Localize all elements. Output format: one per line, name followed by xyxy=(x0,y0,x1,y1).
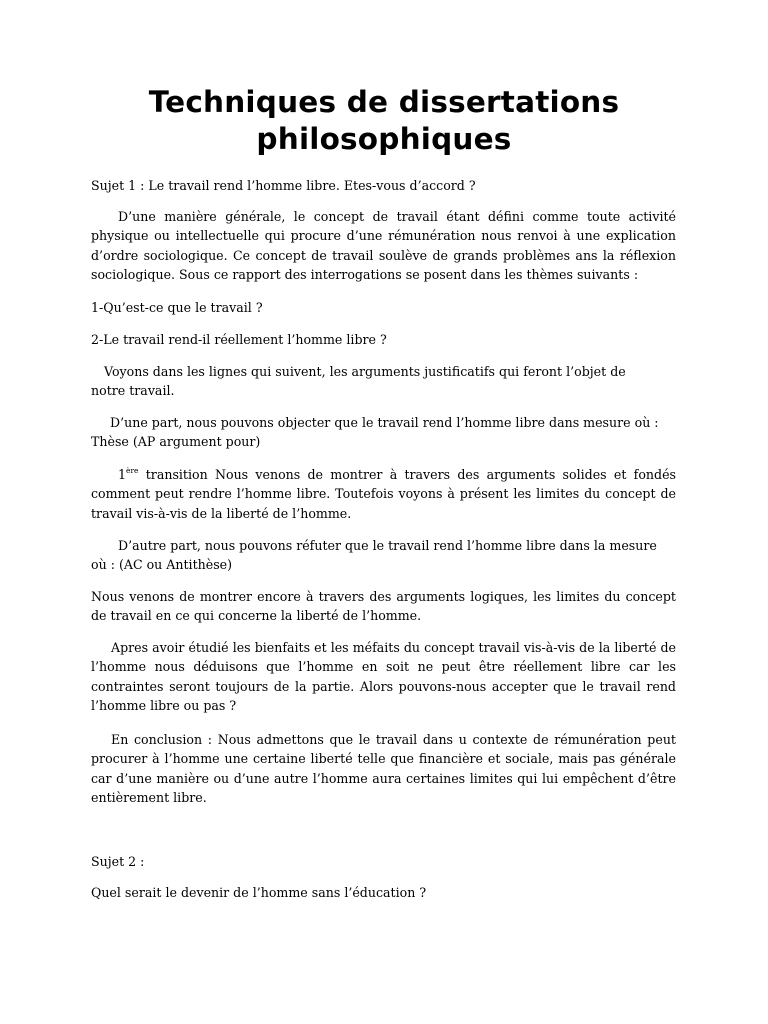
antithese-line-2: où : (AC ou Antithèse) xyxy=(91,557,233,573)
sujet2-heading: Sujet 2 : xyxy=(91,854,145,869)
sujet1-heading: Sujet 1 : Le travail rend l’homme libre. Etes-vous d’accord ? xyxy=(91,178,476,193)
limites-paragraph: Nous venons de montrer encore à travers des arguments logiques, les limites du concept de travail en ce qui concerne la liberté de l’homme. xyxy=(91,589,676,624)
transition-text: transition Nous venons de montrer à travers des arguments solides et fondés comment peut rendre l’homme libre. Toutefois voyons à présent les limites du concept de travail vis-à-vis de la liberté de l’homme. xyxy=(91,467,676,521)
question-2: 2-Le travail rend-il réellement l’homme libre ? xyxy=(91,332,387,347)
intro-paragraph: D’une manière générale, le concept de travail étant défini comme toute activité physique ou intellectuelle qui procure d’une rémunération nous renvoi à une explication d’ordre sociologique. Ce concept de travail soulève de grands problèmes ans la réflexion sociologique. Sous ce rapport des interrogations se posent dans les thèmes suivants : xyxy=(91,209,676,283)
antithese-line-1: D’autre part, nous pouvons réfuter que le travail rend l’homme libre dans la mesure xyxy=(118,538,657,553)
these-line-2: Thèse (AP argument pour) xyxy=(91,434,261,450)
voyons-line-2: notre travail. xyxy=(91,383,175,399)
transition-superscript: ère xyxy=(126,466,139,475)
title-line-2: philosophiques xyxy=(256,122,512,156)
question-1: 1-Qu’est-ce que le travail ? xyxy=(91,300,263,315)
voyons-line-1: Voyons dans les lignes qui suivent, les arguments justificatifs qui feront l’objet de xyxy=(104,364,626,379)
transition-number: 1 xyxy=(118,467,127,482)
transition-paragraph xyxy=(91,465,676,523)
antithese-paragraph xyxy=(91,536,676,575)
voyons-paragraph xyxy=(91,362,676,401)
conclusion-paragraph: En conclusion : Nous admettons que le travail dans u contexte de rémunération peut procurer à l’homme une certaine liberté telle que financière et sociale, mais pas générale car d’une manière ou d’une autre l’homme aura certaines limites qui lui empêchent d’être entièrement libre. xyxy=(91,732,676,806)
synthese-paragraph: Apres avoir étudié les bienfaits et les méfaits du concept travail vis-à-vis de la liberté de l’homme nous déduisons que l’homme en soit ne peut être réellement libre car les contraintes seront toujours de la partie. Alors pouvons-nous accepter que le travail rend l’homme libre ou pas ? xyxy=(91,640,676,714)
document-title xyxy=(90,84,678,158)
these-line-1: D’une part, nous pouvons objecter que le travail rend l’homme libre dans mesure où : xyxy=(110,415,659,430)
title-line-1: Techniques de dissertations xyxy=(148,85,620,119)
these-paragraph xyxy=(91,413,676,452)
sujet2-question: Quel serait le devenir de l’homme sans l’éducation ? xyxy=(91,885,427,900)
